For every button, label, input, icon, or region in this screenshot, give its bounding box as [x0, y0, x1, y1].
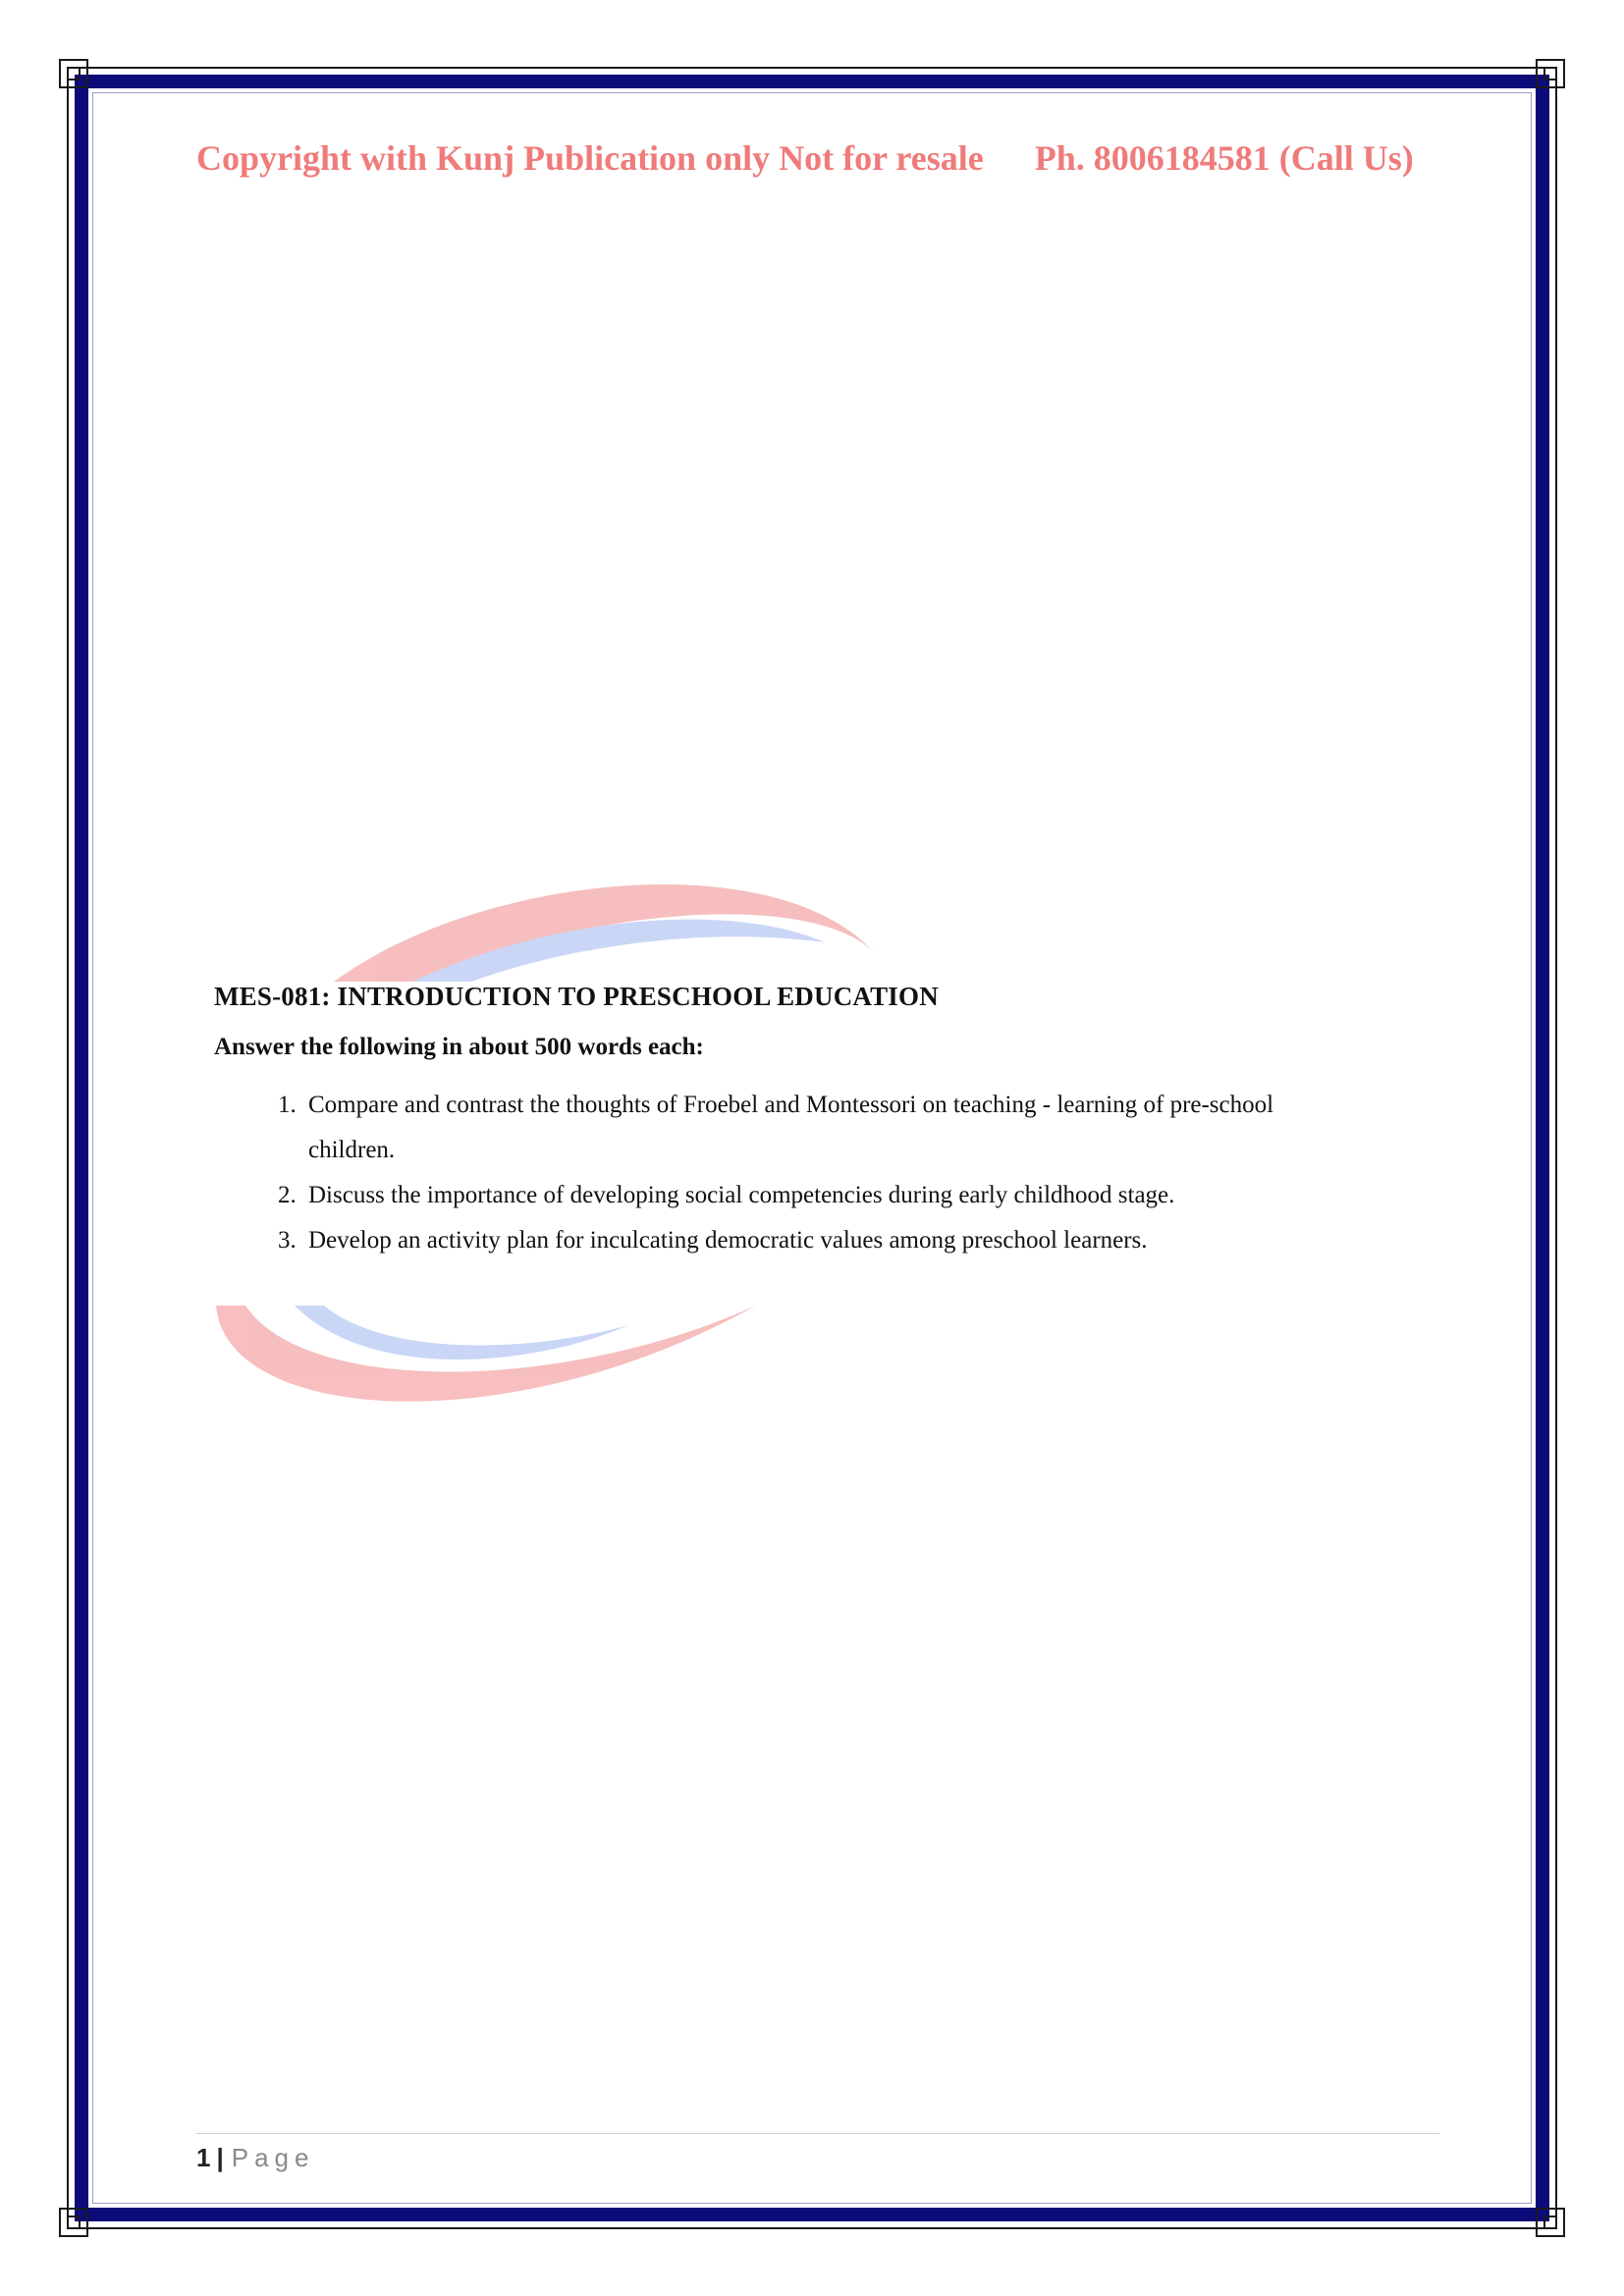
copyright-notice: Copyright with Kunj Publication only Not for resale [196, 138, 984, 178]
page-number: 1 [196, 2143, 211, 2172]
page-label: Page [231, 2143, 315, 2172]
border-corner-ornament [59, 59, 88, 88]
border-corner-ornament [1536, 2208, 1565, 2237]
course-title: MES-081: INTRODUCTION TO PRESCHOOL EDUCATION [214, 982, 939, 1011]
watermark-blue-arc-bottom [295, 1306, 628, 1360]
document-body [214, 982, 1363, 1263]
page-header [196, 137, 1434, 179]
contact-phone: Ph. 8006184581 (Call Us) [1034, 138, 1414, 178]
footer-divider [196, 2133, 1439, 2134]
question-item: 1. Compare and contrast the thoughts of Froebel and Montessori on teaching - learning of pre-school children. [302, 1083, 1363, 1173]
question-item: 3. Develop an activity plan for inculcating democratic values among preschool learners. [302, 1218, 1363, 1263]
question-list [214, 1083, 1363, 1263]
footer-separator: | [216, 2143, 224, 2172]
border-corner-ornament [1536, 59, 1565, 88]
border-corner-ornament [59, 2208, 88, 2237]
instruction-text: Answer the following in about 500 words each: [214, 1034, 704, 1060]
question-item: 2. Discuss the importance of developing social competencies during early childhood stage. [302, 1173, 1363, 1218]
page-footer [196, 2143, 314, 2173]
